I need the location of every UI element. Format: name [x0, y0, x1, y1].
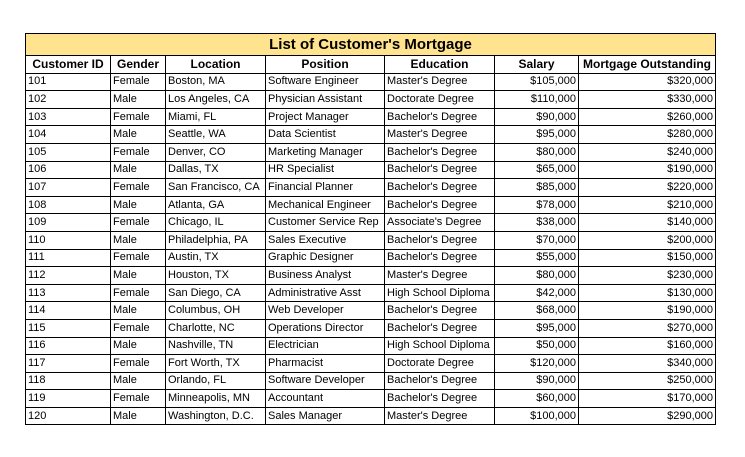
table-cell: Philadelphia, PA [166, 231, 266, 249]
table-row [26, 337, 716, 355]
mortgage-table [25, 33, 716, 425]
table-cell: Orlando, FL [166, 372, 266, 390]
table-cell: $200,000 [579, 231, 716, 249]
table-cell: $110,000 [495, 91, 579, 109]
table-cell: Male [111, 337, 166, 355]
table-cell: Boston, MA [166, 73, 266, 91]
table-cell: Male [111, 91, 166, 109]
table-cell: Atlanta, GA [166, 196, 266, 214]
column-header: Customer ID [26, 56, 111, 74]
table-cell: Washington, D.C. [166, 407, 266, 425]
column-header: Position [266, 56, 385, 74]
table-cell: Charlotte, NC [166, 319, 266, 337]
table-cell: $95,000 [495, 126, 579, 144]
table-row [26, 126, 716, 144]
table-cell: 106 [26, 161, 111, 179]
table-cell: Marketing Manager [266, 143, 385, 161]
table-cell: $68,000 [495, 302, 579, 320]
table-cell: Sales Manager [266, 407, 385, 425]
column-header: Mortgage Outstanding [579, 56, 716, 74]
table-cell: $130,000 [579, 284, 716, 302]
table-cell: Business Analyst [266, 267, 385, 285]
table-cell: 107 [26, 179, 111, 197]
table-row [26, 302, 716, 320]
table-cell: $50,000 [495, 337, 579, 355]
table-cell: Bachelor's Degree [385, 372, 495, 390]
table-cell: Bachelor's Degree [385, 108, 495, 126]
table-cell: $160,000 [579, 337, 716, 355]
table-cell: $90,000 [495, 372, 579, 390]
table-row [26, 161, 716, 179]
table-cell: Male [111, 126, 166, 144]
column-header: Salary [495, 56, 579, 74]
table-body [26, 73, 716, 425]
table-cell: 111 [26, 249, 111, 267]
table-cell: 102 [26, 91, 111, 109]
table-cell: Female [111, 214, 166, 232]
table-cell: $95,000 [495, 319, 579, 337]
table-cell: Customer Service Rep [266, 214, 385, 232]
table-cell: Denver, CO [166, 143, 266, 161]
table-row [26, 214, 716, 232]
table-cell: Houston, TX [166, 267, 266, 285]
table-cell: $210,000 [579, 196, 716, 214]
table-cell: Columbus, OH [166, 302, 266, 320]
table-cell: $90,000 [495, 108, 579, 126]
table-cell: Female [111, 143, 166, 161]
table-cell: Bachelor's Degree [385, 390, 495, 408]
table-row [26, 284, 716, 302]
table-cell: 103 [26, 108, 111, 126]
table-cell: Female [111, 108, 166, 126]
table-cell: 115 [26, 319, 111, 337]
table-row [26, 231, 716, 249]
table-row [26, 73, 716, 91]
table-cell: Dallas, TX [166, 161, 266, 179]
table-cell: 120 [26, 407, 111, 425]
column-header: Education [385, 56, 495, 74]
table-cell: Accountant [266, 390, 385, 408]
table-cell: Male [111, 302, 166, 320]
table-cell: Female [111, 284, 166, 302]
table-cell: $85,000 [495, 179, 579, 197]
table-cell: Software Engineer [266, 73, 385, 91]
table-cell: Male [111, 372, 166, 390]
table-cell: HR Specialist [266, 161, 385, 179]
table-cell: 108 [26, 196, 111, 214]
table-cell: $80,000 [495, 143, 579, 161]
table-cell: $330,000 [579, 91, 716, 109]
table-cell: Female [111, 355, 166, 373]
table-row [26, 319, 716, 337]
table-cell: $60,000 [495, 390, 579, 408]
table-row [26, 108, 716, 126]
table-cell: $42,000 [495, 284, 579, 302]
table-cell: $270,000 [579, 319, 716, 337]
table-cell: 118 [26, 372, 111, 390]
table-cell: $140,000 [579, 214, 716, 232]
table-cell: 119 [26, 390, 111, 408]
table-cell: $80,000 [495, 267, 579, 285]
table-cell: Male [111, 231, 166, 249]
table-cell: Nashville, TN [166, 337, 266, 355]
table-cell: Financial Planner [266, 179, 385, 197]
table-cell: $250,000 [579, 372, 716, 390]
table-title: List of Customer's Mortgage [26, 34, 716, 56]
table-row [26, 196, 716, 214]
table-cell: Graphic Designer [266, 249, 385, 267]
table-cell: Male [111, 196, 166, 214]
table-cell: Female [111, 390, 166, 408]
table-cell: High School Diploma [385, 337, 495, 355]
table-cell: Electrician [266, 337, 385, 355]
table-cell: Bachelor's Degree [385, 161, 495, 179]
table-cell: Pharmacist [266, 355, 385, 373]
table-cell: Male [111, 407, 166, 425]
table-cell: $65,000 [495, 161, 579, 179]
table-cell: 116 [26, 337, 111, 355]
table-cell: $260,000 [579, 108, 716, 126]
table-cell: $78,000 [495, 196, 579, 214]
table-cell: Sales Executive [266, 231, 385, 249]
table-cell: Data Scientist [266, 126, 385, 144]
table-cell: Web Developer [266, 302, 385, 320]
table-cell: $340,000 [579, 355, 716, 373]
table-cell: Software Developer [266, 372, 385, 390]
table-row [26, 143, 716, 161]
table-cell: Doctorate Degree [385, 355, 495, 373]
table-cell: $70,000 [495, 231, 579, 249]
table-row [26, 355, 716, 373]
table-cell: Doctorate Degree [385, 91, 495, 109]
table-cell: $240,000 [579, 143, 716, 161]
table-cell: 104 [26, 126, 111, 144]
table-cell: San Diego, CA [166, 284, 266, 302]
table-cell: $290,000 [579, 407, 716, 425]
table-cell: Physician Assistant [266, 91, 385, 109]
table-cell: Male [111, 267, 166, 285]
table-cell: $190,000 [579, 302, 716, 320]
table-row [26, 91, 716, 109]
table-cell: Master's Degree [385, 73, 495, 91]
table-cell: 117 [26, 355, 111, 373]
table-cell: Bachelor's Degree [385, 179, 495, 197]
table-cell: Associate's Degree [385, 214, 495, 232]
table-cell: $120,000 [495, 355, 579, 373]
table-cell: Master's Degree [385, 267, 495, 285]
table-cell: $220,000 [579, 179, 716, 197]
table-cell: 101 [26, 73, 111, 91]
table-cell: $170,000 [579, 390, 716, 408]
table-row [26, 390, 716, 408]
table-cell: $190,000 [579, 161, 716, 179]
table-cell: San Francisco, CA [166, 179, 266, 197]
table-row [26, 407, 716, 425]
table-cell: Mechanical Engineer [266, 196, 385, 214]
table-cell: Female [111, 179, 166, 197]
table-cell: Chicago, IL [166, 214, 266, 232]
table-cell: Bachelor's Degree [385, 302, 495, 320]
table-cell: Los Angeles, CA [166, 91, 266, 109]
table-cell: 109 [26, 214, 111, 232]
table-cell: $230,000 [579, 267, 716, 285]
table-cell: Master's Degree [385, 126, 495, 144]
table-row [26, 372, 716, 390]
table-cell: Project Manager [266, 108, 385, 126]
table-cell: Administrative Asst [266, 284, 385, 302]
table-cell: Bachelor's Degree [385, 231, 495, 249]
table-cell: $38,000 [495, 214, 579, 232]
table-cell: $55,000 [495, 249, 579, 267]
table-cell: Bachelor's Degree [385, 319, 495, 337]
table-cell: 114 [26, 302, 111, 320]
table-cell: $100,000 [495, 407, 579, 425]
table-cell: 105 [26, 143, 111, 161]
table-cell: Austin, TX [166, 249, 266, 267]
header-row [26, 56, 716, 74]
table-cell: 113 [26, 284, 111, 302]
table-cell: Bachelor's Degree [385, 249, 495, 267]
table-cell: Female [111, 249, 166, 267]
table-cell: Bachelor's Degree [385, 196, 495, 214]
table-cell: 112 [26, 267, 111, 285]
table-cell: $105,000 [495, 73, 579, 91]
table-cell: Operations Director [266, 319, 385, 337]
table-cell: Female [111, 319, 166, 337]
column-header: Location [166, 56, 266, 74]
table-cell: $280,000 [579, 126, 716, 144]
table-row [26, 249, 716, 267]
table-cell: 110 [26, 231, 111, 249]
table-cell: Master's Degree [385, 407, 495, 425]
table-cell: $150,000 [579, 249, 716, 267]
column-header: Gender [111, 56, 166, 74]
table-cell: Male [111, 161, 166, 179]
table-cell: Seattle, WA [166, 126, 266, 144]
table-row [26, 267, 716, 285]
table-cell: Bachelor's Degree [385, 143, 495, 161]
table-cell: Miami, FL [166, 108, 266, 126]
table-cell: Minneapolis, MN [166, 390, 266, 408]
table-cell: $320,000 [579, 73, 716, 91]
table-cell: High School Diploma [385, 284, 495, 302]
table-cell: Fort Worth, TX [166, 355, 266, 373]
table-cell: Female [111, 73, 166, 91]
table-row [26, 179, 716, 197]
